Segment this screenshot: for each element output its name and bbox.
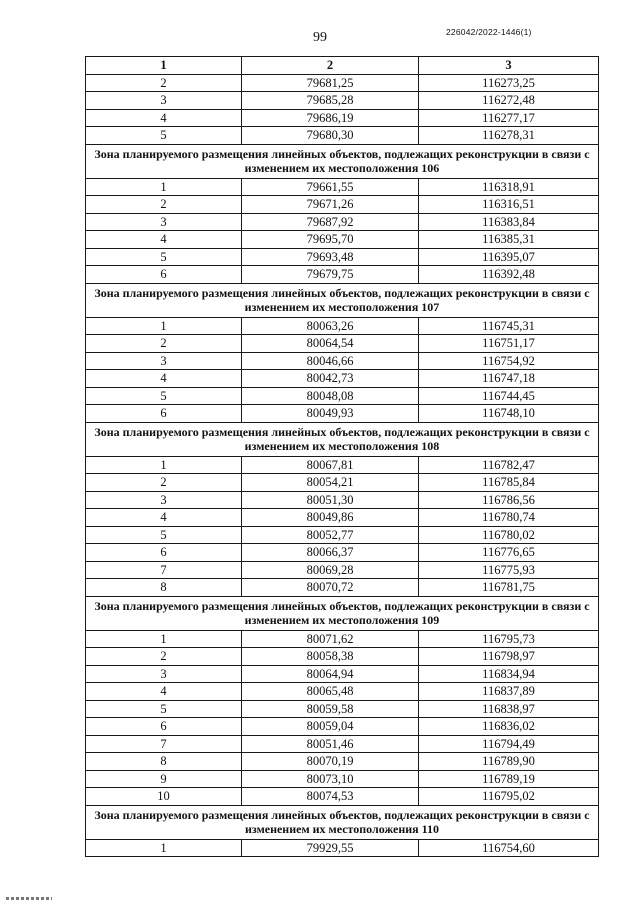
point-number-cell: 5 bbox=[86, 127, 242, 145]
table-row bbox=[86, 579, 599, 597]
table-row bbox=[86, 718, 599, 736]
point-number-cell: 3 bbox=[86, 92, 242, 110]
table-row bbox=[86, 509, 599, 527]
page-number: 99 bbox=[313, 30, 327, 45]
point-number-cell: 6 bbox=[86, 544, 242, 562]
table-row bbox=[86, 405, 599, 423]
x-coordinate-cell: 80074,53 bbox=[242, 788, 419, 806]
point-number-cell: 2 bbox=[86, 474, 242, 492]
y-coordinate-cell: 116272,48 bbox=[419, 92, 599, 110]
point-number-cell: 1 bbox=[86, 317, 242, 335]
table-row bbox=[86, 456, 599, 474]
scan-edge-mark bbox=[6, 897, 52, 900]
x-coordinate-cell: 80067,81 bbox=[242, 456, 419, 474]
point-number-cell: 10 bbox=[86, 788, 242, 806]
point-number-cell: 2 bbox=[86, 335, 242, 353]
y-coordinate-cell: 116744,45 bbox=[419, 387, 599, 405]
y-coordinate-cell: 116273,25 bbox=[419, 74, 599, 92]
table-row bbox=[86, 196, 599, 214]
table-row bbox=[86, 231, 599, 249]
table-header-row bbox=[86, 57, 599, 75]
x-coordinate-cell: 79686,19 bbox=[242, 109, 419, 127]
table-row bbox=[86, 178, 599, 196]
point-number-cell: 4 bbox=[86, 509, 242, 527]
zone-heading: Зона планируемого размещения линейных объектов, подлежащих реконструкции в связи с изменением их местоположения 109 bbox=[86, 596, 599, 630]
x-coordinate-cell: 80066,37 bbox=[242, 544, 419, 562]
table-row bbox=[86, 266, 599, 284]
point-number-cell: 9 bbox=[86, 770, 242, 788]
y-coordinate-cell: 116786,56 bbox=[419, 491, 599, 509]
y-coordinate-cell: 116780,74 bbox=[419, 509, 599, 527]
y-coordinate-cell: 116789,19 bbox=[419, 770, 599, 788]
y-coordinate-cell: 116754,92 bbox=[419, 352, 599, 370]
x-coordinate-cell: 80063,26 bbox=[242, 317, 419, 335]
point-number-cell: 5 bbox=[86, 700, 242, 718]
table-row bbox=[86, 683, 599, 701]
y-coordinate-cell: 116392,48 bbox=[419, 266, 599, 284]
table-row bbox=[86, 753, 599, 771]
x-coordinate-cell: 80064,94 bbox=[242, 665, 419, 683]
point-number-cell: 1 bbox=[86, 630, 242, 648]
y-coordinate-cell: 116278,31 bbox=[419, 127, 599, 145]
y-coordinate-cell: 116775,93 bbox=[419, 561, 599, 579]
x-coordinate-cell: 80058,38 bbox=[242, 648, 419, 666]
table-row bbox=[86, 474, 599, 492]
y-coordinate-cell: 116838,97 bbox=[419, 700, 599, 718]
table-row bbox=[86, 526, 599, 544]
x-coordinate-cell: 80070,72 bbox=[242, 579, 419, 597]
point-number-cell: 6 bbox=[86, 405, 242, 423]
zone-heading: Зона планируемого размещения линейных объектов, подлежащих реконструкции в связи с изменением их местоположения 106 bbox=[86, 144, 599, 178]
point-number-cell: 8 bbox=[86, 753, 242, 771]
y-coordinate-cell: 116834,94 bbox=[419, 665, 599, 683]
table-row bbox=[86, 213, 599, 231]
table-row bbox=[86, 735, 599, 753]
x-coordinate-cell: 80048,08 bbox=[242, 387, 419, 405]
x-coordinate-cell: 80046,66 bbox=[242, 352, 419, 370]
x-coordinate-cell: 80042,73 bbox=[242, 370, 419, 388]
zone-heading: Зона планируемого размещения линейных объектов, подлежащих реконструкции в связи с изменением их местоположения 107 bbox=[86, 283, 599, 317]
y-coordinate-cell: 116395,07 bbox=[419, 248, 599, 266]
x-coordinate-cell: 79679,75 bbox=[242, 266, 419, 284]
point-number-cell: 4 bbox=[86, 370, 242, 388]
y-coordinate-cell: 116748,10 bbox=[419, 405, 599, 423]
x-coordinate-cell: 80059,04 bbox=[242, 718, 419, 736]
x-coordinate-cell: 79685,28 bbox=[242, 92, 419, 110]
table-row bbox=[86, 839, 599, 857]
point-number-cell: 4 bbox=[86, 683, 242, 701]
x-coordinate-cell: 79929,55 bbox=[242, 839, 419, 857]
y-coordinate-cell: 116781,75 bbox=[419, 579, 599, 597]
document-id: 226042/2022-1446(1) bbox=[446, 27, 532, 37]
zone-heading-row bbox=[86, 805, 599, 839]
point-number-cell: 2 bbox=[86, 74, 242, 92]
y-coordinate-cell: 116776,65 bbox=[419, 544, 599, 562]
table-row bbox=[86, 317, 599, 335]
x-coordinate-cell: 80054,21 bbox=[242, 474, 419, 492]
y-coordinate-cell: 116795,73 bbox=[419, 630, 599, 648]
y-coordinate-cell: 116383,84 bbox=[419, 213, 599, 231]
point-number-cell: 3 bbox=[86, 665, 242, 683]
x-coordinate-cell: 80071,62 bbox=[242, 630, 419, 648]
point-number-cell: 4 bbox=[86, 109, 242, 127]
table-row bbox=[86, 335, 599, 353]
table-row bbox=[86, 700, 599, 718]
point-number-cell: 8 bbox=[86, 579, 242, 597]
x-coordinate-cell: 80051,30 bbox=[242, 491, 419, 509]
y-coordinate-cell: 116782,47 bbox=[419, 456, 599, 474]
zone-heading-row bbox=[86, 596, 599, 630]
y-coordinate-cell: 116794,49 bbox=[419, 735, 599, 753]
table-row bbox=[86, 248, 599, 266]
x-coordinate-cell: 80073,10 bbox=[242, 770, 419, 788]
table-row bbox=[86, 648, 599, 666]
x-coordinate-cell: 79693,48 bbox=[242, 248, 419, 266]
table-row bbox=[86, 92, 599, 110]
y-coordinate-cell: 116745,31 bbox=[419, 317, 599, 335]
column-header: 3 bbox=[419, 57, 599, 75]
point-number-cell: 2 bbox=[86, 196, 242, 214]
point-number-cell: 1 bbox=[86, 456, 242, 474]
x-coordinate-cell: 79680,30 bbox=[242, 127, 419, 145]
table-row bbox=[86, 109, 599, 127]
y-coordinate-cell: 116785,84 bbox=[419, 474, 599, 492]
x-coordinate-cell: 80064,54 bbox=[242, 335, 419, 353]
y-coordinate-cell: 116754,60 bbox=[419, 839, 599, 857]
point-number-cell: 5 bbox=[86, 248, 242, 266]
x-coordinate-cell: 80069,28 bbox=[242, 561, 419, 579]
zone-heading: Зона планируемого размещения линейных объектов, подлежащих реконструкции в связи с изменением их местоположения 108 bbox=[86, 422, 599, 456]
table-row bbox=[86, 127, 599, 145]
column-header: 2 bbox=[242, 57, 419, 75]
x-coordinate-cell: 80051,46 bbox=[242, 735, 419, 753]
point-number-cell: 2 bbox=[86, 648, 242, 666]
point-number-cell: 3 bbox=[86, 352, 242, 370]
x-coordinate-cell: 79695,70 bbox=[242, 231, 419, 249]
point-number-cell: 3 bbox=[86, 213, 242, 231]
y-coordinate-cell: 116318,91 bbox=[419, 178, 599, 196]
x-coordinate-cell: 79681,25 bbox=[242, 74, 419, 92]
table-row bbox=[86, 74, 599, 92]
y-coordinate-cell: 116836,02 bbox=[419, 718, 599, 736]
y-coordinate-cell: 116385,31 bbox=[419, 231, 599, 249]
y-coordinate-cell: 116795,02 bbox=[419, 788, 599, 806]
table-row bbox=[86, 352, 599, 370]
table-row bbox=[86, 770, 599, 788]
table-row bbox=[86, 387, 599, 405]
point-number-cell: 6 bbox=[86, 718, 242, 736]
table-row bbox=[86, 630, 599, 648]
table-row bbox=[86, 544, 599, 562]
point-number-cell: 5 bbox=[86, 387, 242, 405]
coordinates-table bbox=[85, 56, 599, 857]
x-coordinate-cell: 80070,19 bbox=[242, 753, 419, 771]
x-coordinate-cell: 79661,55 bbox=[242, 178, 419, 196]
y-coordinate-cell: 116751,17 bbox=[419, 335, 599, 353]
x-coordinate-cell: 79687,92 bbox=[242, 213, 419, 231]
zone-heading: Зона планируемого размещения линейных объектов, подлежащих реконструкции в связи с изменением их местоположения 110 bbox=[86, 805, 599, 839]
x-coordinate-cell: 80059,58 bbox=[242, 700, 419, 718]
y-coordinate-cell: 116747,18 bbox=[419, 370, 599, 388]
point-number-cell: 1 bbox=[86, 178, 242, 196]
point-number-cell: 6 bbox=[86, 266, 242, 284]
table-row bbox=[86, 561, 599, 579]
x-coordinate-cell: 79671,26 bbox=[242, 196, 419, 214]
table-row bbox=[86, 665, 599, 683]
x-coordinate-cell: 80049,93 bbox=[242, 405, 419, 423]
y-coordinate-cell: 116316,51 bbox=[419, 196, 599, 214]
zone-heading-row bbox=[86, 144, 599, 178]
point-number-cell: 7 bbox=[86, 561, 242, 579]
x-coordinate-cell: 80049,86 bbox=[242, 509, 419, 527]
y-coordinate-cell: 116780,02 bbox=[419, 526, 599, 544]
x-coordinate-cell: 80065,48 bbox=[242, 683, 419, 701]
zone-heading-row bbox=[86, 283, 599, 317]
point-number-cell: 7 bbox=[86, 735, 242, 753]
y-coordinate-cell: 116798,97 bbox=[419, 648, 599, 666]
point-number-cell: 3 bbox=[86, 491, 242, 509]
y-coordinate-cell: 116789,90 bbox=[419, 753, 599, 771]
y-coordinate-cell: 116277,17 bbox=[419, 109, 599, 127]
point-number-cell: 4 bbox=[86, 231, 242, 249]
x-coordinate-cell: 80052,77 bbox=[242, 526, 419, 544]
table-row bbox=[86, 370, 599, 388]
table-row bbox=[86, 491, 599, 509]
point-number-cell: 1 bbox=[86, 839, 242, 857]
y-coordinate-cell: 116837,89 bbox=[419, 683, 599, 701]
table-row bbox=[86, 788, 599, 806]
point-number-cell: 5 bbox=[86, 526, 242, 544]
column-header: 1 bbox=[86, 57, 242, 75]
zone-heading-row bbox=[86, 422, 599, 456]
